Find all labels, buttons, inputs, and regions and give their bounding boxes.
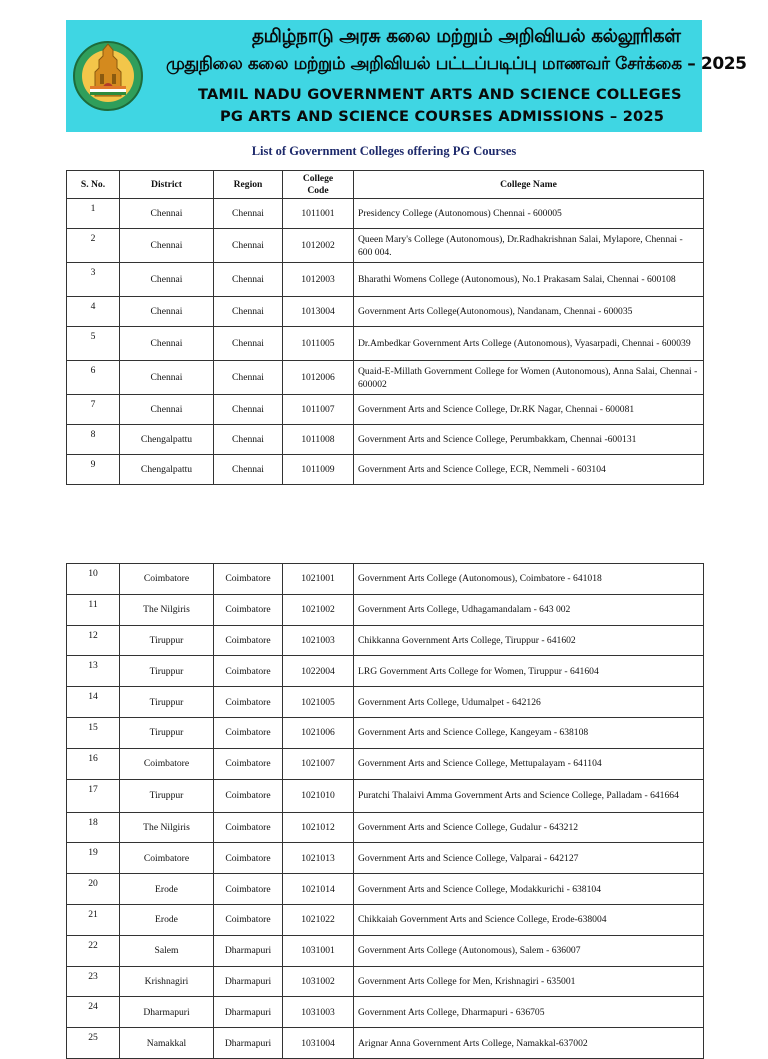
- table-row: [67, 904, 704, 935]
- cell-sno: 21: [67, 904, 120, 935]
- cell-college-name: Government Arts College for Men, Krishnagiri - 635001: [354, 966, 704, 997]
- cell-code: 1031002: [283, 966, 354, 997]
- cell-code: 1031003: [283, 997, 354, 1028]
- cell-district: Salem: [120, 935, 214, 966]
- cell-region: Chennai: [214, 263, 283, 297]
- banner-tamil-title: தமிழ்நாடு அரசு கலை மற்றும் அறிவியல் கல்லூரிகள்: [252, 26, 681, 47]
- cell-region: Coimbatore: [214, 687, 283, 718]
- banner-tamil-subtitle: முதுநிலை கலை மற்றும் அறிவியல் பட்டப்படிப்பு மாணவர் சேர்க்கை – 2025: [166, 54, 747, 74]
- cell-district: Tiruppur: [120, 656, 214, 687]
- cell-sno: 1: [67, 199, 120, 229]
- cell-code: 1013004: [283, 297, 354, 327]
- cell-code: 1031001: [283, 935, 354, 966]
- cell-code: 1021010: [283, 779, 354, 812]
- cell-sno: 13: [67, 656, 120, 687]
- header-college-code: [283, 171, 354, 199]
- cell-region: Chennai: [214, 361, 283, 395]
- cell-code: 1021013: [283, 843, 354, 874]
- cell-code: 1021006: [283, 717, 354, 748]
- cell-region: Chennai: [214, 229, 283, 263]
- header-college-name: College Name: [354, 171, 704, 199]
- cell-college-name: Government Arts College (Autonomous), Coimbatore - 641018: [354, 564, 704, 595]
- table-row: [67, 425, 704, 455]
- cell-sno: 25: [67, 1028, 120, 1059]
- cell-college-name: Government Arts College, Udhagamandalam - 643 002: [354, 594, 704, 625]
- cell-district: Tiruppur: [120, 779, 214, 812]
- cell-region: Coimbatore: [214, 625, 283, 656]
- header-code-line1: College: [302, 172, 334, 184]
- cell-district: Chennai: [120, 199, 214, 229]
- header-district: District: [120, 171, 214, 199]
- cell-sno: 6: [67, 361, 120, 395]
- cell-college-name: Chikkanna Government Arts College, Tiruppur - 641602: [354, 625, 704, 656]
- cell-code: 1012003: [283, 263, 354, 297]
- cell-college-name: Government Arts and Science College, Mettupalayam - 641104: [354, 748, 704, 779]
- cell-college-name: Bharathi Womens College (Autonomous), No.1 Prakasam Salai, Chennai - 600108: [354, 263, 704, 297]
- cell-region: Chennai: [214, 199, 283, 229]
- cell-district: Tiruppur: [120, 717, 214, 748]
- cell-code: 1011001: [283, 199, 354, 229]
- table-row: [67, 779, 704, 812]
- cell-region: Coimbatore: [214, 904, 283, 935]
- cell-code: 1011009: [283, 455, 354, 485]
- cell-sno: 24: [67, 997, 120, 1028]
- cell-district: Chennai: [120, 395, 214, 425]
- cell-district: Tiruppur: [120, 687, 214, 718]
- cell-region: Coimbatore: [214, 779, 283, 812]
- cell-sno: 10: [67, 564, 120, 595]
- cell-district: Chennai: [120, 361, 214, 395]
- cell-code: 1021007: [283, 748, 354, 779]
- cell-sno: 16: [67, 748, 120, 779]
- cell-college-name: Government Arts College, Dharmapuri - 636705: [354, 997, 704, 1028]
- cell-code: 1021012: [283, 812, 354, 843]
- cell-college-name: Quaid-E-Millath Government College for Women (Autonomous), Anna Salai, Chennai - 600002: [354, 361, 704, 395]
- cell-college-name: Dr.Ambedkar Government Arts College (Autonomous), Vyasarpadi, Chennai - 600039: [354, 327, 704, 361]
- table-row: [67, 625, 704, 656]
- cell-sno: 19: [67, 843, 120, 874]
- cell-sno: 9: [67, 455, 120, 485]
- cell-college-name: Chikkaiah Government Arts and Science College, Erode-638004: [354, 904, 704, 935]
- cell-code: 1021022: [283, 904, 354, 935]
- cell-district: Tiruppur: [120, 625, 214, 656]
- table-row: [67, 656, 704, 687]
- cell-district: Chennai: [120, 229, 214, 263]
- table-row: [67, 717, 704, 748]
- header-sno: S. No.: [67, 171, 120, 199]
- cell-college-name: Government Arts and Science College, Kangeyam - 638108: [354, 717, 704, 748]
- table-row: [67, 687, 704, 718]
- table-row: [67, 748, 704, 779]
- cell-district: Chengalpattu: [120, 425, 214, 455]
- table-row: [67, 935, 704, 966]
- header-code-line2: Code: [307, 184, 329, 196]
- cell-region: Coimbatore: [214, 812, 283, 843]
- cell-college-name: Government Arts and Science College, Perumbakkam, Chennai -600131: [354, 425, 704, 455]
- cell-college-name: Government Arts College, Udumalpet - 642126: [354, 687, 704, 718]
- cell-district: Erode: [120, 904, 214, 935]
- cell-code: 1012006: [283, 361, 354, 395]
- cell-district: Coimbatore: [120, 748, 214, 779]
- cell-region: Coimbatore: [214, 656, 283, 687]
- table-row: [67, 874, 704, 905]
- cell-college-name: Government Arts and Science College, ECR, Nemmeli - 603104: [354, 455, 704, 485]
- cell-sno: 20: [67, 874, 120, 905]
- cell-code: 1031004: [283, 1028, 354, 1059]
- cell-code: 1011005: [283, 327, 354, 361]
- cell-sno: 2: [67, 229, 120, 263]
- document-title: List of Government Colleges offering PG Courses: [251, 144, 517, 158]
- cell-code: 1021002: [283, 594, 354, 625]
- cell-code: 1021014: [283, 874, 354, 905]
- cell-region: Dharmapuri: [214, 997, 283, 1028]
- cell-code: 1021001: [283, 564, 354, 595]
- cell-sno: 15: [67, 717, 120, 748]
- cell-district: Erode: [120, 874, 214, 905]
- header-banner: [66, 20, 747, 132]
- cell-code: 1011007: [283, 395, 354, 425]
- table-row: [67, 297, 704, 327]
- cell-region: Chennai: [214, 425, 283, 455]
- colleges-table-page2: [66, 563, 704, 1059]
- cell-sno: 3: [67, 263, 120, 297]
- table-row: [67, 843, 704, 874]
- table-row: [67, 812, 704, 843]
- cell-region: Chennai: [214, 297, 283, 327]
- table-row: [67, 327, 704, 361]
- table-row: [67, 395, 704, 425]
- cell-sno: 12: [67, 625, 120, 656]
- table-row: [67, 361, 704, 395]
- cell-sno: 14: [67, 687, 120, 718]
- cell-sno: 5: [67, 327, 120, 361]
- cell-region: Coimbatore: [214, 717, 283, 748]
- table-header-row: [67, 171, 704, 199]
- cell-college-name: Government Arts and Science College, Valparai - 642127: [354, 843, 704, 874]
- cell-region: Coimbatore: [214, 594, 283, 625]
- cell-sno: 7: [67, 395, 120, 425]
- table-row: [67, 966, 704, 997]
- table-row: [67, 199, 704, 229]
- table-row: [67, 263, 704, 297]
- cell-region: Chennai: [214, 327, 283, 361]
- cell-sno: 8: [67, 425, 120, 455]
- cell-sno: 11: [67, 594, 120, 625]
- cell-region: Coimbatore: [214, 874, 283, 905]
- cell-district: The Nilgiris: [120, 594, 214, 625]
- cell-college-name: Puratchi Thalaivi Amma Government Arts and Science College, Palladam - 641664: [354, 779, 704, 812]
- cell-college-name: Queen Mary's College (Autonomous), Dr.Radhakrishnan Salai, Mylapore, Chennai - 600 004.: [354, 229, 704, 263]
- cell-region: Chennai: [214, 395, 283, 425]
- cell-region: Chennai: [214, 455, 283, 485]
- table-row: [67, 564, 704, 595]
- cell-college-name: Arignar Anna Government Arts College, Namakkal-637002: [354, 1028, 704, 1059]
- cell-college-name: Government Arts College (Autonomous), Salem - 636007: [354, 935, 704, 966]
- header-region: Region: [214, 171, 283, 199]
- table-row: [67, 1028, 704, 1059]
- cell-sno: 4: [67, 297, 120, 327]
- cell-college-name: Presidency College (Autonomous) Chennai - 600005: [354, 199, 704, 229]
- tamil-nadu-emblem-icon: [70, 24, 146, 128]
- table-row: [67, 455, 704, 485]
- cell-district: Chengalpattu: [120, 455, 214, 485]
- cell-code: 1021003: [283, 625, 354, 656]
- cell-region: Dharmapuri: [214, 1028, 283, 1059]
- cell-code: 1021005: [283, 687, 354, 718]
- cell-district: Chennai: [120, 327, 214, 361]
- cell-college-name: Government Arts and Science College, Dr.RK Nagar, Chennai - 600081: [354, 395, 704, 425]
- cell-region: Dharmapuri: [214, 966, 283, 997]
- cell-district: Dharmapuri: [120, 997, 214, 1028]
- cell-district: Chennai: [120, 297, 214, 327]
- cell-region: Coimbatore: [214, 564, 283, 595]
- cell-college-name: Government Arts College(Autonomous), Nandanam, Chennai - 600035: [354, 297, 704, 327]
- cell-code: 1012002: [283, 229, 354, 263]
- cell-sno: 17: [67, 779, 120, 812]
- cell-code: 1011008: [283, 425, 354, 455]
- cell-region: Dharmapuri: [214, 935, 283, 966]
- banner-english-title: TAMIL NADU GOVERNMENT ARTS AND SCIENCE COLLEGES: [198, 86, 682, 103]
- cell-sno: 23: [67, 966, 120, 997]
- cell-district: Coimbatore: [120, 564, 214, 595]
- cell-college-name: LRG Government Arts College for Women, Tiruppur - 641604: [354, 656, 704, 687]
- cell-region: Coimbatore: [214, 748, 283, 779]
- table-row: [67, 594, 704, 625]
- cell-district: Krishnagiri: [120, 966, 214, 997]
- cell-district: Coimbatore: [120, 843, 214, 874]
- table-row: [67, 229, 704, 263]
- cell-district: Chennai: [120, 263, 214, 297]
- cell-college-name: Government Arts and Science College, Gudalur - 643212: [354, 812, 704, 843]
- cell-code: 1022004: [283, 656, 354, 687]
- cell-district: Namakkal: [120, 1028, 214, 1059]
- colleges-table-page1: [66, 170, 704, 485]
- cell-district: The Nilgiris: [120, 812, 214, 843]
- table-row: [67, 997, 704, 1028]
- cell-college-name: Government Arts and Science College, Modakkurichi - 638104: [354, 874, 704, 905]
- banner-english-subtitle: PG ARTS AND SCIENCE COURSES ADMISSIONS – 2025: [220, 108, 665, 125]
- cell-sno: 22: [67, 935, 120, 966]
- cell-region: Coimbatore: [214, 843, 283, 874]
- cell-sno: 18: [67, 812, 120, 843]
